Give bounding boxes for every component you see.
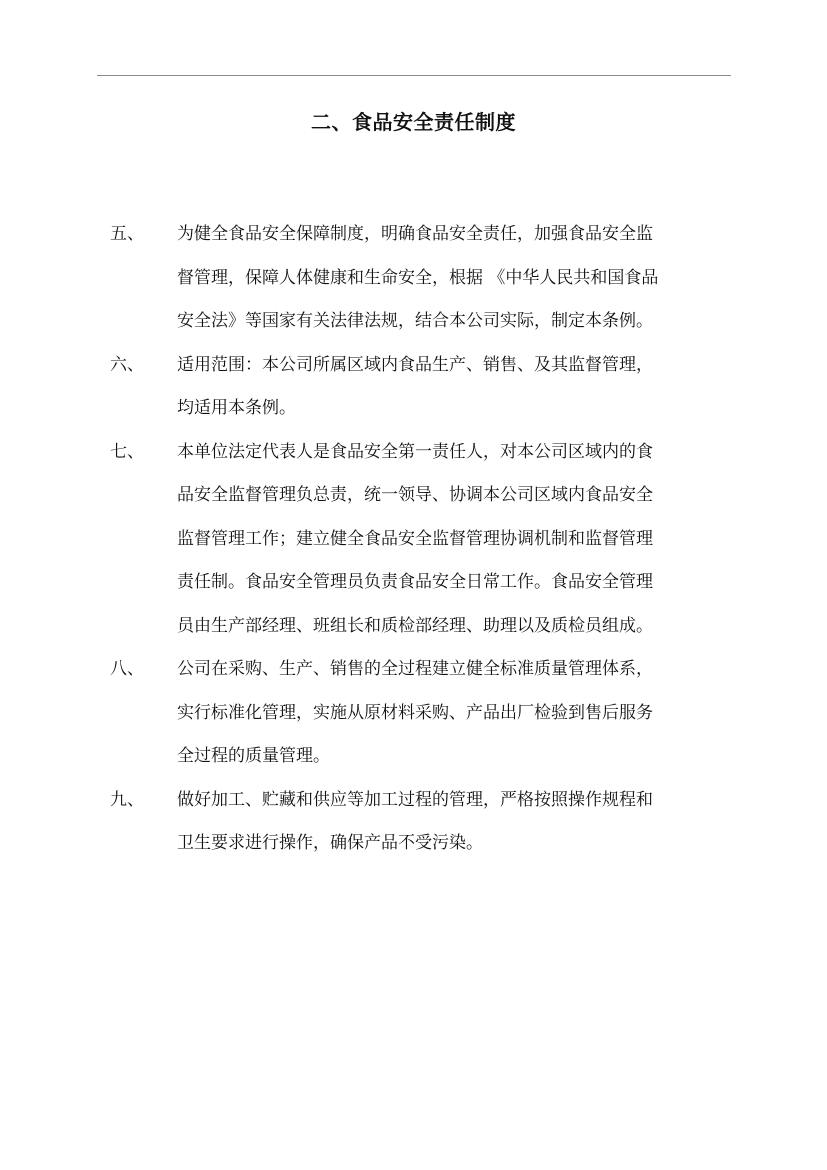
- header-rule: [97, 75, 731, 76]
- page-title: 二、食品安全责任制度: [311, 110, 516, 134]
- clause-line: 公司在采购、生产、销售的全过程建立健全标准质量管理体系，: [177, 659, 653, 679]
- clause-line: 做好加工、贮藏和供应等加工过程的管理，严格按照操作规程和: [177, 789, 653, 810]
- clause-line: 为健全食品安全保障制度，明确食品安全责任，加强食品安全监: [177, 224, 653, 244]
- clause-number: 九、: [110, 789, 144, 810]
- clause-number: 七、: [110, 441, 144, 462]
- clause-line: 均适用本条例。: [177, 398, 296, 418]
- clause-7: [110, 431, 730, 649]
- clause-9: [110, 779, 730, 866]
- clause-list: [110, 213, 730, 866]
- clause-number: 八、: [110, 659, 144, 679]
- clause-line: 全过程的质量管理。: [177, 746, 330, 766]
- clause-6: [110, 344, 730, 431]
- clause-line: 卫生要求进行操作，确保产品不受污染。: [177, 833, 483, 853]
- clause-line: 员由生产部经理、班组长和质检部经理、助理以及质检员组成。: [177, 615, 653, 636]
- clause-line: 品安全监督管理负总责，统一领导、协调本公司区域内食品安全: [177, 485, 653, 505]
- clause-5: [110, 213, 730, 344]
- clause-number: 六、: [110, 354, 144, 375]
- clause-line: 监督管理工作；建立健全食品安全监督管理协调机制和监督管理: [177, 528, 653, 549]
- clause-line: 实行标准化管理，实施从原材料采购、产品出厂检验到售后服务: [177, 702, 653, 723]
- clause-line: 本单位法定代表人是食品安全第一责任人，对本公司区域内的食: [177, 441, 653, 462]
- clause-number: 五、: [110, 224, 144, 244]
- clause-line: 安全法》等国家有关法律法规，结合本公司实际，制定本条例。: [177, 311, 653, 331]
- clause-8: [110, 648, 730, 779]
- clause-line: 责任制。食品安全管理员负责食品安全日常工作。食品安全管理: [177, 572, 653, 592]
- clause-line: 适用范围：本公司所属区域内食品生产、销售、及其监督管理，: [177, 354, 653, 375]
- clause-line: 督管理，保障人体健康和生命安全，根据 《中华人民共和国食品: [177, 267, 659, 288]
